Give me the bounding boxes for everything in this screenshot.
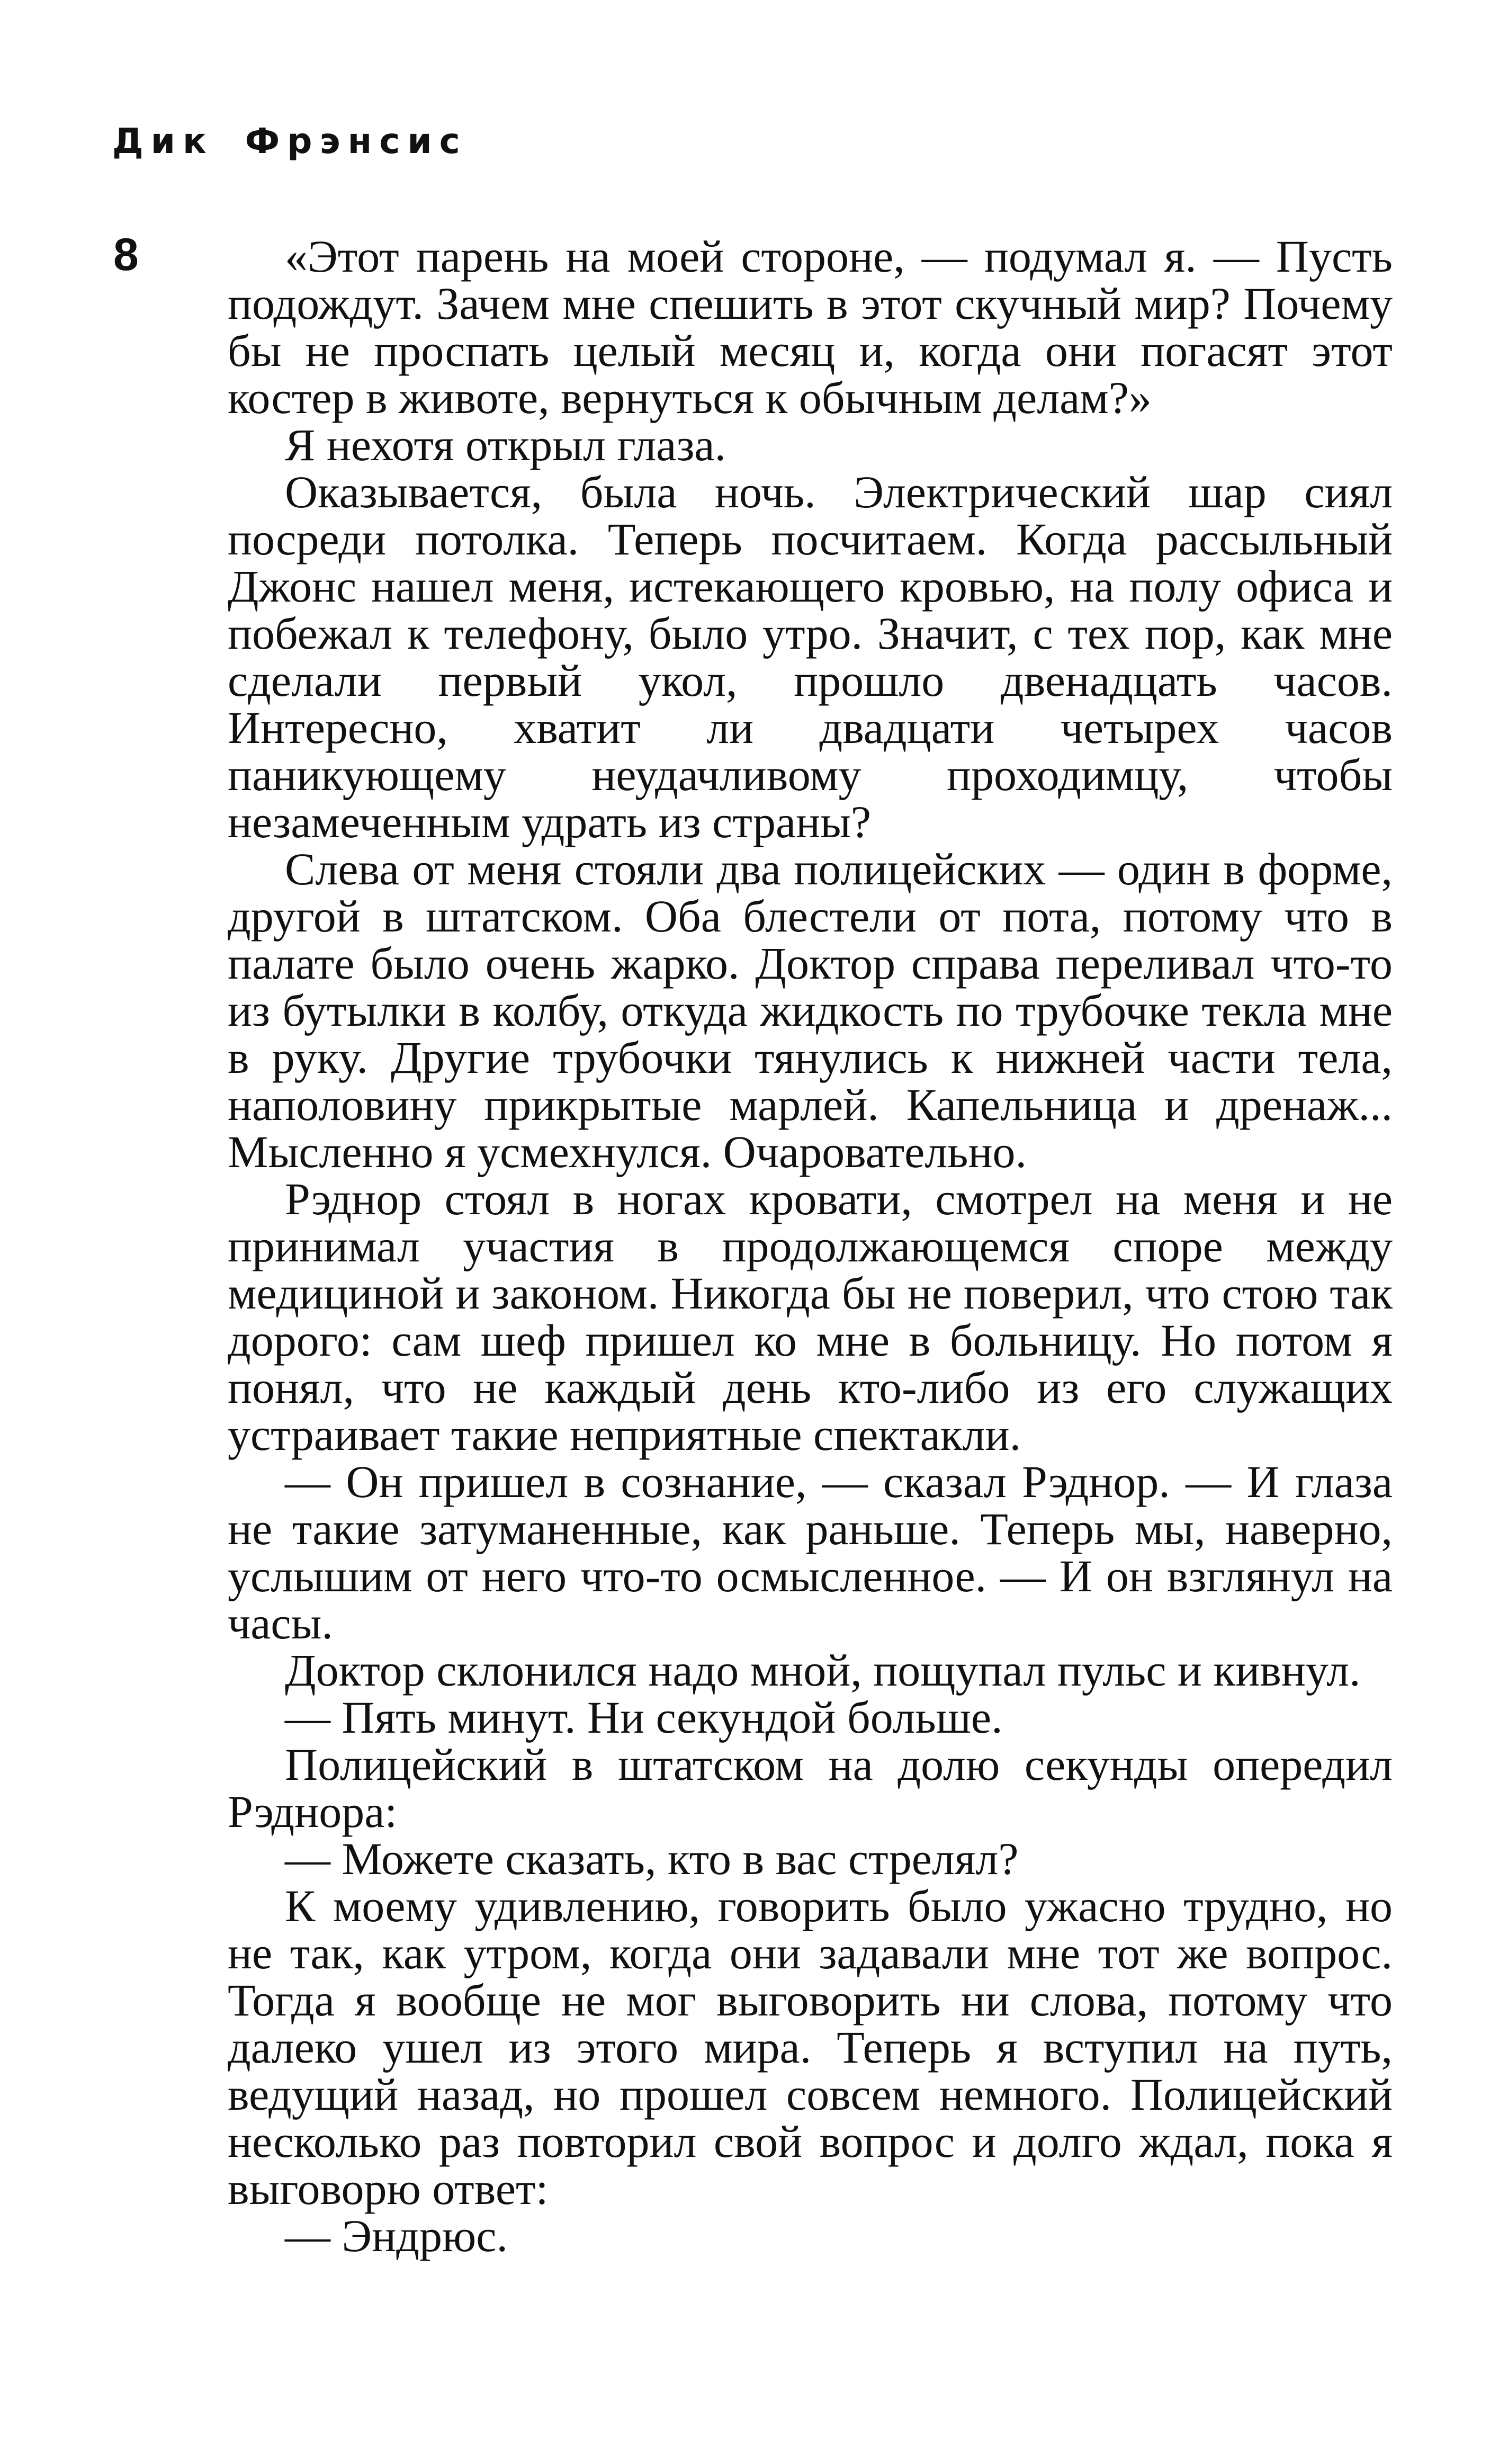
paragraph: Полицейский в штатском на долю секунды опередил Рэднора: [228,1739,1393,1837]
paragraph: — Можете сказать, кто в вас стрелял? [285,1833,1019,1884]
paragraph: — Эндрюс. [285,2210,508,2261]
paragraph: «Этот парень на моей стороне, — подумал я. — Пусть подождут. Зачем мне спешить в этот скучный мир? Почему бы не проспать целый месяц и, когда они погасят этот костер в животе, вернуться к обычным делам?» [228,231,1393,423]
paragraph: Рэднор стоял в ногах кровати, смотрел на меня и не принимал участия в продолжающемся споре между медициной и законом. Никогда бы не поверил, что стою так дорого: сам шеф пришел ко мне в больницу. Но потом я понял, что не каждый день кто-либо из его служащих устраивает такие неприятные спектакли. [228,1173,1393,1460]
page-number: 8 [113,229,139,280]
paragraph: Я нехотя открыл глаза. [285,419,726,470]
running-head-author: Дик Фрэнсис [112,121,468,162]
paragraph: — Пять минут. Ни секундой больше. [285,1692,1003,1743]
paragraph: Оказывается, была ночь. Электрический шар сиял посреди потолка. Теперь посчитаем. Когда рассыльный Джонс нашел меня, истекающего кровью, на полу офиса и побежал к телефону, было утро. Значит, с тех пор, как мне сделали первый укол, прошло двенадцать часов. Интересно, хватит ли двадцати четырех часов паникующему неудачливому проходимцу, чтобы незамеченным удрать из страны? [228,467,1393,847]
body-text [228,233,1393,2260]
paragraph: — Он пришел в сознание, — сказал Рэднор. — И глаза не такие затуманенные, как раньше. Теперь мы, наверно, услышим от него что-то осмысленное. — И он взглянул на часы. [228,1456,1393,1648]
paragraph: Слева от меня стояли два полицейских — один в форме, другой в штатском. Оба блестели от пота, потому что в палате было очень жарко. Доктор справа переливал что-то из бутылки в колбу, откуда жидкость по трубочке текла мне в руку. Другие трубочки тянулись к нижней части тела, наполовину прикрытые марлей. Капельница и дренаж... Мысленно я усмехнулся. Очаровательно. [228,844,1393,1177]
paragraph: Доктор склонился надо мной, пощупал пульс и кивнул. [285,1645,1361,1696]
paragraph: К моему удивлению, говорить было ужасно трудно, но не так, как утром, когда они задавали мне тот же вопрос. Тогда я вообще не мог выговорить ни слова, потому что далеко ушел из этого мира. Теперь я вступил на путь, ведущий назад, но прошел совсем немного. Полицейский несколько раз повторил свой вопрос и долго ждал, пока я выговорю ответ: [228,1880,1393,2214]
